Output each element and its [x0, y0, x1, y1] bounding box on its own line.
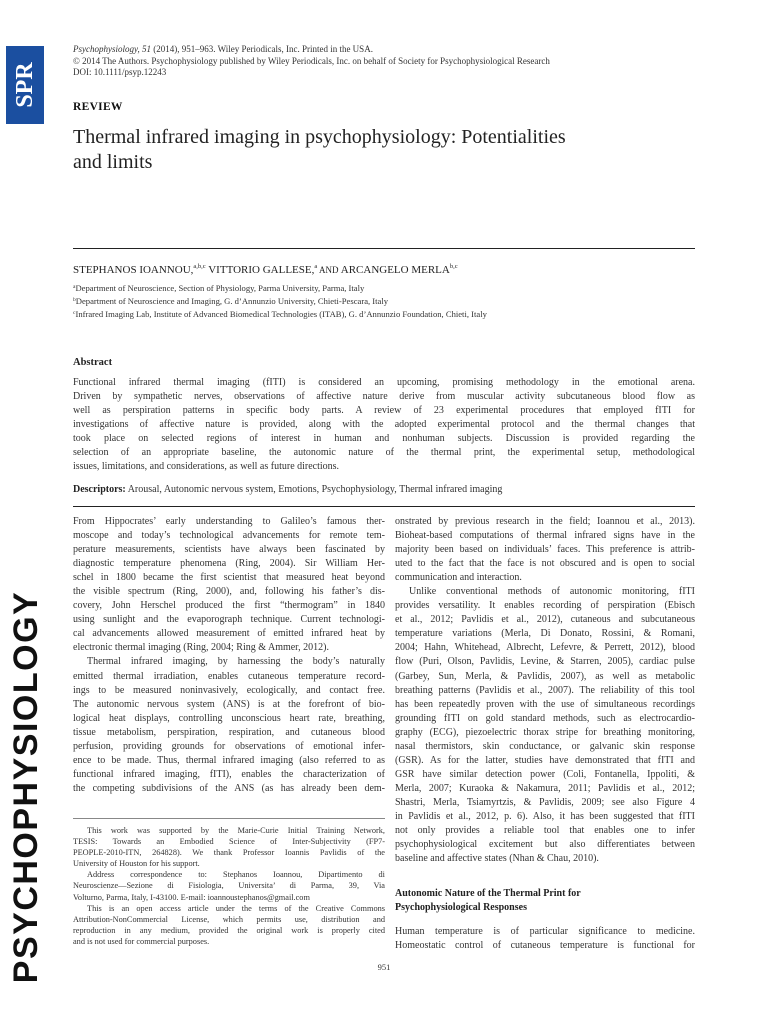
citation-rest: (2014), 951–963. Wiley Periodicals, Inc. Printed in the USA. [151, 44, 373, 54]
body-right-column: onstrated by previous research in the field; Ioannou et al., 2013). Bioheat-based computations of thermal infrared signs have in the majority been based on individuals’ faces. This preference is attrib- uted to the fact that the face is not obscured and is open to social communication and interaction. Unlike conventional methods of autonomic monitoring, fITI provides versatility. It enables recording of perspiration (Ebisch et al., 2012; Pavlidis et al., 2012), cutaneous and subcutaneous temperature variations (Merla, Di Donato, Rossini, & Romani, 2004; Hahn, Whitehead, Albrecht, Lefevre, & Perrett, 2012), blood flow (Puri, Olson, Pavlidis, Levine, & Starren, 2005), cardiac pulse (Garbey, Sun, Merla, & Pavlidis, 2007), as well as metabolic breathing patterns (Pavlidis et al., 2007). The reliability of this tool has been repeatedly proven with the use of simultaneous recordings grounding fITI on gold standard methods, such as electrocardio- graphy (ECG), piezoelectric thorax stripe for breathing monitoring, nasal thermistors, skin conductance, or galvanic skin response (GSR). As for the latter, studies have demonstrated that fITI and GSR have similar detection power (Coli, Fontanella, Ippoliti, & Merla, 2007; Kuraoka & Nakamura, 2011; Pavlidis et al., 2012; Shastri, Merla, Tsiamyrtzis, & Pavlidis, 2009; see also Figure 4 in Pavlidis et al., 2012, p. 6). Also, it has been suggested that fITI not only provides a reliable tool that enables one to infer psychophysiological excitement but also differentiates between baseline and affective states (Nhan & Chau, 2010). [395, 516, 695, 865]
journal-header [73, 44, 673, 79]
journal-spine [6, 590, 46, 984]
spine-text: PSYCHOPHYSIOLOGY [7, 590, 45, 984]
author: STEPHANOS IOANNOU, [73, 264, 194, 276]
descriptors-label: Descriptors: [73, 484, 126, 495]
copyright: © 2014 The Authors. Psychophysiology published by Wiley Periodicals, Inc. on behalf of Society for Psychophysiological Research [73, 55, 550, 66]
title-line: and limits [73, 151, 153, 173]
author: VITTORIO GALLESE, [205, 264, 315, 276]
footnote-rule [73, 818, 385, 819]
spr-logo [6, 46, 44, 124]
title-line: Thermal infrared imaging in psychophysiology: Potentialities [73, 126, 566, 148]
affiliations [73, 281, 693, 320]
citation-journal: Psychophysiology, 51 [73, 44, 151, 54]
abstract-body: Functional infrared thermal imaging (fITI) is considered an upcoming, promising methodology in the emotional arena. Driven by sympathetic nerves, observations of affective nature derive from muscular activity subcutaneous blood flow as well as perspiration patterns in specific body parts. A review of 23 experimental procedures that employed fITI for investigations of affective nature is provided, along with the adopted experimental protocol and the thermal changes that took place on selected regions of interest in human and nonhuman subjects. Discussion is provided regarding the selection of an appropriate baseline, the autonomic nature of the thermal print, the experimental setup, methodological issues, limitations, and considerations, as well as future directions. [73, 377, 695, 473]
body-left-column: From Hippocrates’ early understanding to Galileo’s famous ther- moscope and today’s technological advancements for remote tem- perature measurements, scientists have always been fascinated by diagnostic temperature phenomena (Ring, 2004). Sir William Her- schel in 1800 became the first scientist that measured heat beyond the visible spectrum (Ring, 2000), and, following his father’s dis- covery, John Herschel produced the first “thermogram” in 1840 using sunlight and the evaporograph technique. Current technologi- cal advancements allowed measurement of emitted infrared heat by electronic thermal imaging (Ring, 2004; Ring & Ammer, 2012). Thermal infrared imaging, by harnessing the body’s naturally emitted thermal irradiation, enables cutaneous temperature record- ings to be measured noninvasively, ecologically, and contact free. The autonomic nervous system (ANS) is at the forefront of bio- logical heat displays, controlling unconscious heart rate, breathing, tissue metabolism, perspiration, respiration, and cutaneous blood perfusion, providing grounds for observations of emotional infer- ence to be made. Thus, thermal infrared imaging (also referred to as functional infrared imaging, fITI), enables the characterization of the competing subdivisions of the ANS (as has already been dem- [73, 516, 385, 794]
descriptors-text: Arousal, Autonomic nervous system, Emotions, Psychophysiology, Thermal infrared imaging [125, 484, 503, 495]
article-title [73, 125, 673, 175]
author: ARCANGELO MERLA [340, 264, 450, 276]
section-label: REVIEW [73, 101, 123, 113]
doi: DOI: 10.1111/psyp.12243 [73, 67, 167, 77]
section-heading: Autonomic Nature of the Thermal Print for Psychophysiological Responses [395, 888, 581, 913]
page-number: 951 [377, 962, 391, 972]
affiliation: $^c$Infrared Imaging Lab, Institute of Advanced Biomedical Technologies (ITAB), G. d’Annunzio Foundation, Chieti, Italy [73, 309, 487, 319]
author-list: STEPHANOS IOANNOU,$^{a,b,c}$ VITTORIO GALLESE,$^a$ AND ARCANGELO MERLA$^{b,c}$ [73, 263, 458, 276]
affiliation: $^a$Department of Neuroscience, Section of Physiology, Parma University, Parma, Italy [73, 283, 365, 293]
footnotes: This work was supported by the Marie-Curie Initial Training Network, TESIS: Towards an Embodied Science of Inter-Subjectivity (FP7- PEOPLE-2010-ITN, 264828). We thank Professor Ioannis Pavlidis of the University of Houston for his support. Address correspondence to: Stephanos Ioannou, Dipartimento di Neuroscienze—Sezione di Fisiologia, Universita’ di Parma, 39, Via Volturno, Parma, Italy, I-43100. E-mail: ioannoustephanos@gmail.com This is an open access article under the terms of the Creative Commons Attribution-NonCommercial License, which permits use, distribution and reproduction in any medium, provided the original work is properly cited and is not used for commercial purposes. [73, 826, 385, 946]
body-right-paragraph: Human temperature is of particular significance to medicine. Homeostatic control of cutaneous temperature is functional for [395, 926, 695, 952]
abstract-heading: Abstract [73, 357, 113, 368]
descriptors [73, 484, 695, 495]
divider [73, 248, 695, 249]
logo-text: SPR [12, 62, 38, 108]
affiliation: $^b$Department of Neuroscience and Imaging, G. d’Annunzio University, Chieti-Pescara, Italy [73, 296, 389, 306]
divider [73, 506, 695, 507]
